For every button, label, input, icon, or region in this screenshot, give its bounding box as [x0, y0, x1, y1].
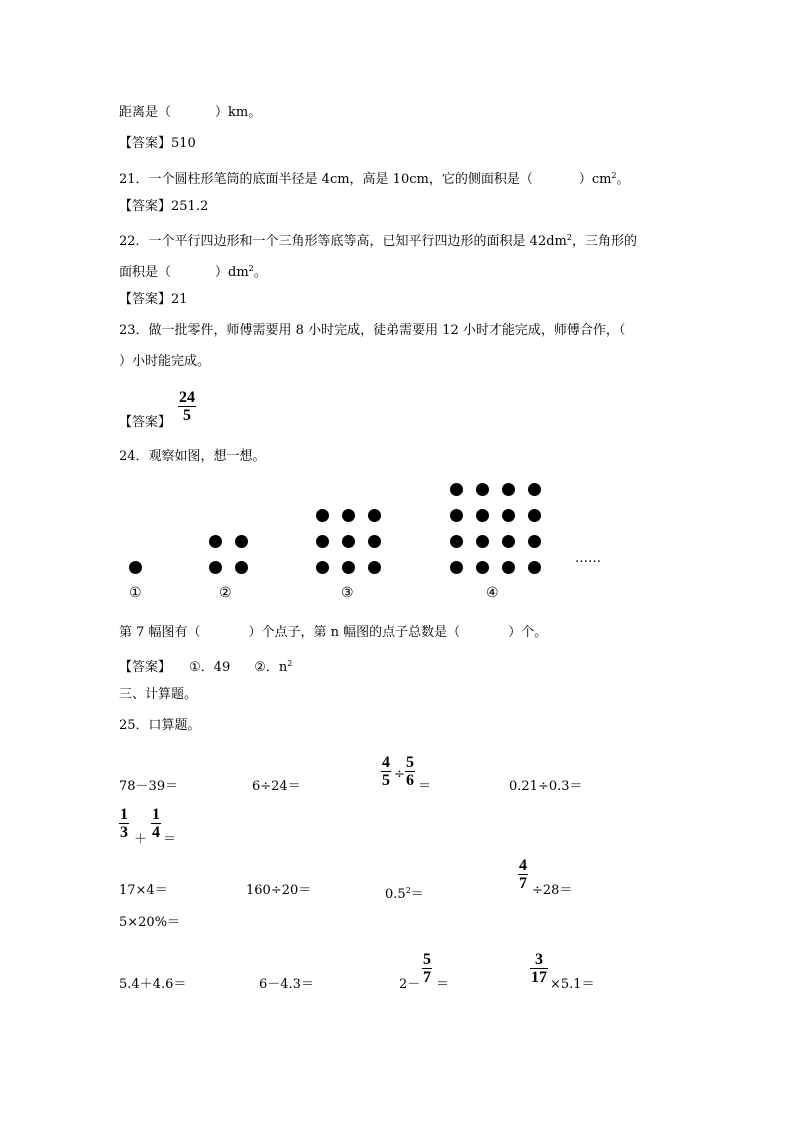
figure-ellipsis: ……	[575, 551, 601, 566]
q20-tail: 距离是（ ）km。	[119, 105, 262, 120]
calc-frac-5-7: 5 7	[423, 951, 431, 986]
dot-fig4	[476, 509, 489, 522]
calc-times-5.1: ×5.1＝	[550, 977, 595, 992]
dot-fig3	[342, 561, 355, 574]
dot-fig4	[476, 483, 489, 496]
dot-fig1	[129, 561, 142, 574]
dot-fig2	[235, 561, 248, 574]
dot-fig4	[502, 483, 515, 496]
calc-17x4: 17×4＝	[119, 883, 168, 898]
dot-fig4	[502, 509, 515, 522]
q20-answer: 【答案】510	[119, 136, 196, 151]
calc-0.5-squared: $0.5^2=$	[385, 886, 424, 902]
figure-label-4: ④	[486, 585, 499, 601]
calc-frac-3-17: 3 17	[531, 951, 547, 986]
dot-fig2	[209, 561, 222, 574]
dot-fig3	[368, 561, 381, 574]
q23-answer-label: 【答案】	[119, 415, 172, 430]
q23-question-line1: 23．做一批零件，师傅需要用 8 小时完成，徒弟需要用 12 小时才能完成，师傅合作，（	[119, 323, 626, 338]
q25-title: 25．口算题。	[119, 718, 201, 733]
dot-fig2	[235, 535, 248, 548]
dot-fig4	[528, 509, 541, 522]
calc-plus-sign: ＋	[134, 832, 148, 847]
calc-2-minus: 2－	[399, 977, 421, 992]
dot-fig4	[528, 535, 541, 548]
dot-fig4	[450, 535, 463, 548]
q23-question-line2: ）小时能完成。	[119, 354, 211, 369]
dot-fig2	[209, 535, 222, 548]
calc-div-28: ÷28＝	[532, 883, 573, 898]
calc-frac-1-3: 1 3	[120, 806, 128, 841]
q24-question: 第 7 幅图有（ ）个点子，第 n 幅图的点子总数是（ ）个。	[119, 625, 548, 640]
q21-answer: 【答案】251.2	[119, 199, 209, 214]
dot-fig3	[316, 561, 329, 574]
dot-fig4	[502, 561, 515, 574]
calc-frac-4-5: 4 5	[382, 754, 390, 789]
calc-5x20pct: 5×20%＝	[119, 915, 181, 930]
calc-frac-4-7: 4 7	[519, 857, 527, 892]
calc-6-minus-4.3: 6－4.3＝	[259, 977, 314, 992]
calc-div-sign: ÷	[394, 767, 405, 782]
dot-fig4	[528, 561, 541, 574]
calc-6-div-24: 6÷24＝	[252, 779, 301, 794]
dot-fig4	[476, 561, 489, 574]
q23-answer-fraction: 24 5	[179, 389, 195, 424]
calc-frac-1-4: 1 4	[152, 806, 160, 841]
q22-question-line1: 22．一个平行四边形和一个三角形等底等高，已知平行四边形的面积是 $42dm^2$，三角形的	[119, 233, 637, 249]
calc-frac-5-6: 5 6	[406, 754, 414, 789]
calc-0.21-div-0.3: 0.21÷0.3＝	[509, 779, 583, 794]
q22-question-line2: 面积是（ ）$dm^2$。	[119, 264, 267, 280]
dot-fig3	[342, 535, 355, 548]
figure-label-2: ②	[219, 585, 232, 601]
dot-fig4	[502, 535, 515, 548]
calc-equals-5: ＝	[436, 977, 450, 992]
figure-label-3: ③	[341, 585, 354, 601]
dot-fig4	[450, 483, 463, 496]
calc-160-div-20: 160÷20＝	[246, 883, 312, 898]
q24-answer: 【答案】 ①．49 ②．$n^2$	[119, 659, 293, 675]
figure-label-1: ①	[129, 585, 142, 601]
q21-question: 21．一个圆柱形笔筒的底面半径是 4cm，高是 10cm，它的侧面积是（ ）$cm^2$。	[119, 171, 630, 187]
dot-fig3	[368, 509, 381, 522]
calc-5.4-plus-4.6: 5.4＋4.6＝	[119, 977, 187, 992]
dot-fig3	[368, 535, 381, 548]
dot-fig3	[316, 535, 329, 548]
q24-title: 24．观察如图，想一想。	[119, 449, 266, 464]
dot-fig3	[342, 509, 355, 522]
dot-fig4	[528, 483, 541, 496]
dot-fig3	[316, 509, 329, 522]
dot-fig4	[450, 561, 463, 574]
dot-fig4	[476, 535, 489, 548]
calc-78-39: 78－39＝	[119, 779, 179, 794]
calc-equals-2: ＝	[163, 832, 177, 847]
section-title: 三、计算题。	[119, 687, 198, 702]
calc-equals: ＝	[418, 779, 432, 794]
dot-fig4	[450, 509, 463, 522]
q22-answer: 【答案】21	[119, 292, 188, 307]
